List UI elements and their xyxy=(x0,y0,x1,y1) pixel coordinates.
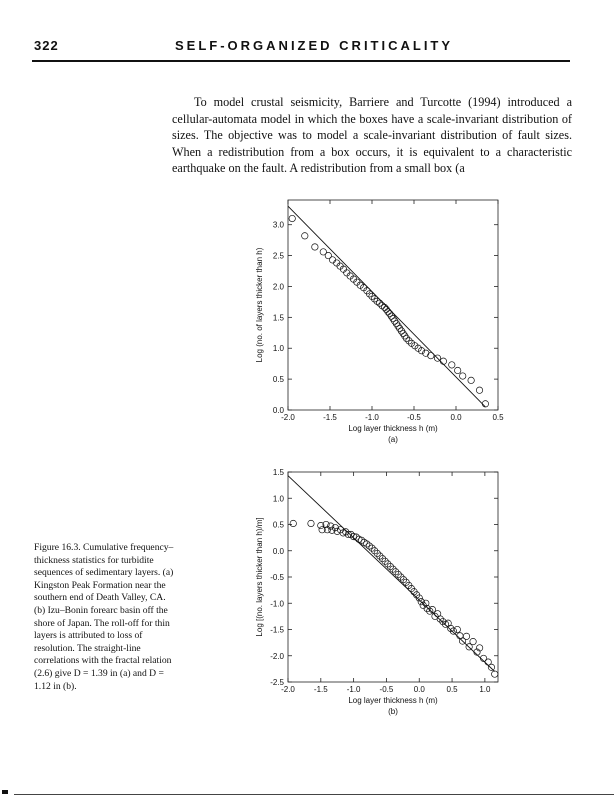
data-point xyxy=(428,352,434,358)
data-point xyxy=(460,373,466,379)
y-axis-label: Log (no. of layers thicker than h) xyxy=(255,247,264,363)
data-point xyxy=(463,633,469,639)
data-point xyxy=(312,244,318,250)
data-point xyxy=(302,233,308,239)
data-point xyxy=(289,215,295,221)
plot-frame xyxy=(288,200,498,410)
y-tick-label: 0.0 xyxy=(272,546,284,556)
y-tick-label: 1.5 xyxy=(272,468,284,477)
fit-line xyxy=(288,476,495,672)
x-tick-label: 0.0 xyxy=(450,413,462,422)
y-tick-label: 0.0 xyxy=(272,406,284,415)
y-tick-label: -0.5 xyxy=(270,573,284,582)
chart-a xyxy=(240,190,520,452)
data-point xyxy=(398,574,404,580)
data-point xyxy=(390,566,396,572)
data-point xyxy=(290,520,296,526)
x-tick-label: 0.5 xyxy=(492,413,504,422)
body-text xyxy=(172,94,572,177)
y-tick-label: 1.0 xyxy=(272,344,284,354)
figure-caption xyxy=(34,542,174,693)
y-tick-label: 2.0 xyxy=(272,282,284,292)
y-tick-label: 1.0 xyxy=(272,494,284,504)
data-point xyxy=(379,555,385,561)
data-point xyxy=(371,548,377,554)
data-point xyxy=(449,362,455,368)
data-point xyxy=(395,571,401,577)
header-rule xyxy=(32,60,570,62)
panel-label: (b) xyxy=(388,707,398,716)
data-point xyxy=(392,569,398,575)
y-tick-label: -2.0 xyxy=(270,651,284,661)
data-point xyxy=(327,523,333,529)
data-point xyxy=(454,626,460,632)
data-point xyxy=(440,358,446,364)
body-paragraph: To model crustal seismicity, Barriere and Turcotte (1994) introduced a cellular-automata model in which the boxes have a scale-invariant distribution of sizes. The objective was to model a scale-invariant distribution of fault sizes. When a redistribution from a box occurs, it is equivalent to a characteristic earthquake on the fault. A redistribution from a small box (a xyxy=(172,95,572,175)
y-axis-label: Log [(no. layers thicker than h)/m] xyxy=(255,517,264,637)
data-point xyxy=(470,638,476,644)
y-tick-label: 3.0 xyxy=(272,220,284,230)
data-point xyxy=(374,550,380,556)
x-tick-label: -2.0 xyxy=(281,685,295,694)
data-point xyxy=(329,257,335,263)
data-point xyxy=(308,520,314,526)
data-point xyxy=(482,401,488,407)
x-tick-label: -1.5 xyxy=(323,413,337,422)
data-point xyxy=(400,576,406,582)
x-tick-label: -1.5 xyxy=(313,685,328,694)
y-tick-label: -1.0 xyxy=(270,599,284,609)
y-tick-label: 1.5 xyxy=(272,313,284,323)
panel-label: (a) xyxy=(388,435,398,444)
data-point xyxy=(377,553,383,559)
page-corner-mark xyxy=(2,790,8,794)
x-tick-label: 0.5 xyxy=(446,685,458,694)
data-point xyxy=(385,561,391,567)
x-tick-label: -1.0 xyxy=(365,413,379,422)
y-tick-label: -2.5 xyxy=(270,678,284,687)
y-tick-label: 2.5 xyxy=(272,251,284,261)
running-title: SELF-ORGANIZED CRITICALITY xyxy=(175,38,454,53)
plot-frame xyxy=(288,472,498,682)
y-tick-label: 0.5 xyxy=(272,520,284,530)
data-point xyxy=(488,664,494,670)
x-tick-label: 1.0 xyxy=(479,685,491,694)
data-point xyxy=(448,625,454,631)
data-point xyxy=(382,558,388,564)
y-tick-label: -1.5 xyxy=(270,625,284,635)
footer-rule xyxy=(14,794,614,795)
x-tick-label: -1.0 xyxy=(346,685,361,694)
page-number: 322 xyxy=(34,38,59,53)
caption-text: Figure 16.3. Cumulative frequency–thickness statistics for turbidite sequences of sedimentary layers. (a) Kingston Peak Formation near the southern end of Death Valley, CA. (b) Izu–Bonin forearc basin off the shore of Japan. The roll-off for thin layers is attributed to loss of resolution. The straight-line correlations with the fractal relation (2.6) give D = 1.39 in (a) and D = 1.12 in (b). xyxy=(34,542,174,692)
data-point xyxy=(476,387,482,393)
x-axis-label: Log layer thickness h (m) xyxy=(348,696,438,705)
x-axis-label: Log layer thickness h (m) xyxy=(348,424,438,433)
data-point xyxy=(450,628,456,634)
chart-b xyxy=(240,462,520,752)
data-point xyxy=(454,367,460,373)
x-tick-label: -0.5 xyxy=(407,413,421,422)
data-point xyxy=(387,563,393,569)
x-tick-label: -2.0 xyxy=(281,413,295,422)
data-point xyxy=(492,671,498,677)
y-tick-label: 0.5 xyxy=(272,375,284,385)
x-tick-label: -0.5 xyxy=(379,685,394,694)
fit-line xyxy=(288,206,485,407)
data-point xyxy=(437,616,443,622)
data-point xyxy=(468,377,474,383)
x-tick-label: 0.0 xyxy=(413,685,425,694)
